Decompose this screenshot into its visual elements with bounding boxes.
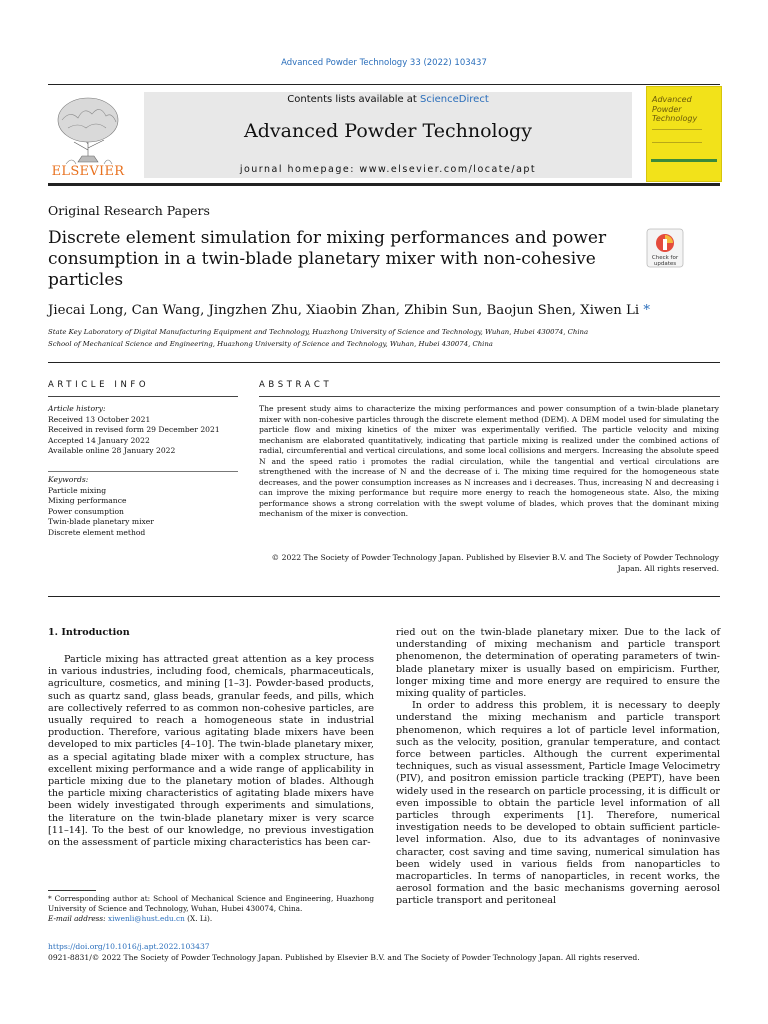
journal-title: Advanced Powder Technology <box>244 120 532 142</box>
keyword: Particle mixing <box>48 485 107 495</box>
body-left-column <box>48 654 374 849</box>
history-accepted: Accepted 14 January 2022 <box>48 435 150 445</box>
abstract-copyright: © 2022 The Society of Powder Technology Japan. Published by Elsevier B.V. and The Society of Powder Technology Japan. All rights reserved. <box>271 553 719 573</box>
issn-copyright-line: 0921-8831/© 2022 The Society of Powder Technology Japan. Published by Elsevier B.V. and The Society of Powder Technology Japan. All rights reserved. <box>48 953 640 962</box>
keyword: Twin-blade planetary mixer <box>48 517 154 527</box>
history-label: Article history: <box>48 404 106 413</box>
keyword: Mixing performance <box>48 496 127 506</box>
author-names: Jiecai Long, Can Wang, Jingzhen Zhu, Xiaobin Zhan, Zhibin Sun, Baojun Shen, Xiwen Li <box>48 303 640 318</box>
contents-line <box>144 94 632 105</box>
check-for-updates-badge[interactable] <box>646 228 684 268</box>
keyword: Power consumption <box>48 506 124 516</box>
journal-homepage <box>144 164 632 175</box>
abstract-text: The present study aims to characterize the mixing performances and power consumption of a twin-blade planetary mixer with non-cohesive particles through the discrete element method (DEM). A DEM model used for simulating the particle flow and mixing kinetics of the mixer was experimentally verified. The particle velocity and mixing mechanism are elaborated quantitatively, indicating that particle mixing is realized under the combined actions of radial, circumferential and vertical circulations, and some local collisions and mergers. Increasing the absolute speed N and the speed ratio i promotes the radial circulation, while the tangential and vertical circulations are strengthened with the increase of N and the decrease of i. The mixing time required for the homogeneous state decreases, and the power consumption increases as N increases and i decreases. Thus, increasing N and decreasing i can improve the mixing performance but require more energy to reach the homogeneous state. Also, the mixing performance shows a strong correlation with the swept volume of blades, which proves that the dominant mixing mechanism of the mixer is convection. <box>259 404 719 519</box>
affiliation-1: State Key Laboratory of Digital Manufacturing Equipment and Technology, Huazhong University of Science and Technology, Wuhan, Hubei 430074, China <box>48 328 589 336</box>
abstract-rule <box>259 396 720 397</box>
author-list <box>48 303 708 318</box>
affiliation-2: School of Mechanical Science and Engineering, Huazhong University of Science and Technology, Wuhan, Hubei 430074, China <box>48 340 493 348</box>
article-info-rule <box>48 396 238 397</box>
elsevier-wordmark: ELSEVIER <box>51 164 125 179</box>
crossmark-label: Check for updates <box>651 255 679 267</box>
keywords-rule <box>48 471 238 472</box>
abstract-bottom-rule <box>48 596 720 597</box>
masthead-bottom-rule <box>48 183 720 186</box>
intro-paragraph-2: In order to address this problem, it is necessary to deeply understand the mixing mechanism and particle transport phenomenon, which requires a lot of particle level information, such as the velocity, position, granular temperature, and contact force between particles. Although the current experimental techniques, such as visual assessment, Particle Image Velocimetry (PIV), and positron emission particle tracking (PEPT), have been widely used in the research on particle processing, it is difficult or even impossible to obtain the particle level information of all particles through experiments [1]. Therefore, numerical investigation needs to be developed to obtain sufficient particle-level information. Also, due to its advantages of noninvasive character, cost saving and time saving, numerical simulation has been widely used in various fields from nanoparticles to macroparticles. In terms of nanoparticles, in recent works, the aerosol formation and the basic mechanisms governing aerosol particle transport and peritoneal <box>396 700 720 907</box>
title-separator-rule <box>48 362 720 363</box>
keywords-label: Keywords: <box>48 475 89 484</box>
cover-title-line: Powder <box>652 104 682 114</box>
history-online: Available online 28 January 2022 <box>48 446 176 456</box>
doi-link[interactable]: https://doi.org/10.1016/j.apt.2022.103437 <box>48 942 210 951</box>
article-info-heading: ARTICLE INFO <box>48 380 150 390</box>
journal-cover-thumbnail[interactable] <box>646 86 722 182</box>
keywords-list <box>48 475 248 539</box>
sciencedirect-link[interactable]: ScienceDirect <box>420 94 489 105</box>
cover-bar <box>651 159 717 162</box>
cover-title-line: Advanced <box>652 95 692 104</box>
homepage-prefix: journal homepage: <box>239 164 360 175</box>
email-label: E-mail address: <box>48 914 108 923</box>
history-revised: Received in revised form 29 December 2021 <box>48 425 220 435</box>
author-email-link[interactable]: xiwenli@hust.edu.cn <box>107 914 185 923</box>
introduction-heading: 1. Introduction <box>48 627 130 638</box>
corresponding-author-footnote <box>48 894 374 924</box>
contents-prefix: Contents lists available at <box>287 94 421 105</box>
article-history <box>48 404 248 457</box>
cover-decoration <box>652 129 702 143</box>
footnote-text: * Corresponding author at: School of Mechanical Science and Engineering, Huazhong University of Science and Technology, Wuhan, Hubei 430074, China. <box>48 894 374 913</box>
footnote-rule <box>48 890 96 891</box>
intro-paragraph-1-continued: ried out on the twin-blade planetary mixer. Due to the lack of understanding of mixing mechanism and particle transport phenomenon, the determination of operating parameters of twin-blade planetary mixer is usually based on empiricism. Further, longer mixing time and more energy are required to ensure the mixing quality of particles. <box>396 627 720 700</box>
homepage-url-link[interactable]: www.elsevier.com/locate/apt <box>359 164 537 175</box>
cover-title-line: Technology <box>652 114 698 123</box>
masthead-top-rule <box>48 84 720 85</box>
email-suffix: (X. Li). <box>184 914 213 923</box>
journal-reference-link[interactable]: Advanced Powder Technology 33 (2022) 103437 <box>281 58 487 68</box>
body-right-column <box>396 627 720 908</box>
keyword: Discrete element method <box>48 527 146 537</box>
abstract-heading: ABSTRACT <box>259 380 333 390</box>
intro-paragraph-1: Particle mixing has attracted great attention as a key process in various industries, including food, chemicals, pharmaceuticals, agriculture, cosmetics, and mining [1–3]. Powder-based products, such as quartz sand, glass beads, granular feeds, and pills, which are collectively referred to as common non-cohesive particles, are usually required to reach a homogeneous state in industrial production. Therefore, various agitating blade mixers have been developed to mix particles [4–10]. The twin-blade planetary mixer, as a special agitating blade mixer with a complex structure, has excellent mixing performance and a wide range of applicability in particle mixing due to the planetary motion of blades. Although the particle mixing characteristics of agitating blade mixers have been widely investigated through experiments and simulations, the literature on the twin-blade planetary mixer is very scarce [11–14]. To the best of our knowledge, no previous investigation on the assessment of particle mixing characteristics has been car- <box>48 654 374 849</box>
paper-title: Discrete element simulation for mixing performances and power consumption in a twin-blade planetary mixer with non-cohesive particles <box>48 228 607 290</box>
history-received: Received 13 October 2021 <box>48 414 151 424</box>
article-section-label: Original Research Papers <box>48 203 210 218</box>
corresponding-author-marker[interactable]: * <box>643 303 650 318</box>
